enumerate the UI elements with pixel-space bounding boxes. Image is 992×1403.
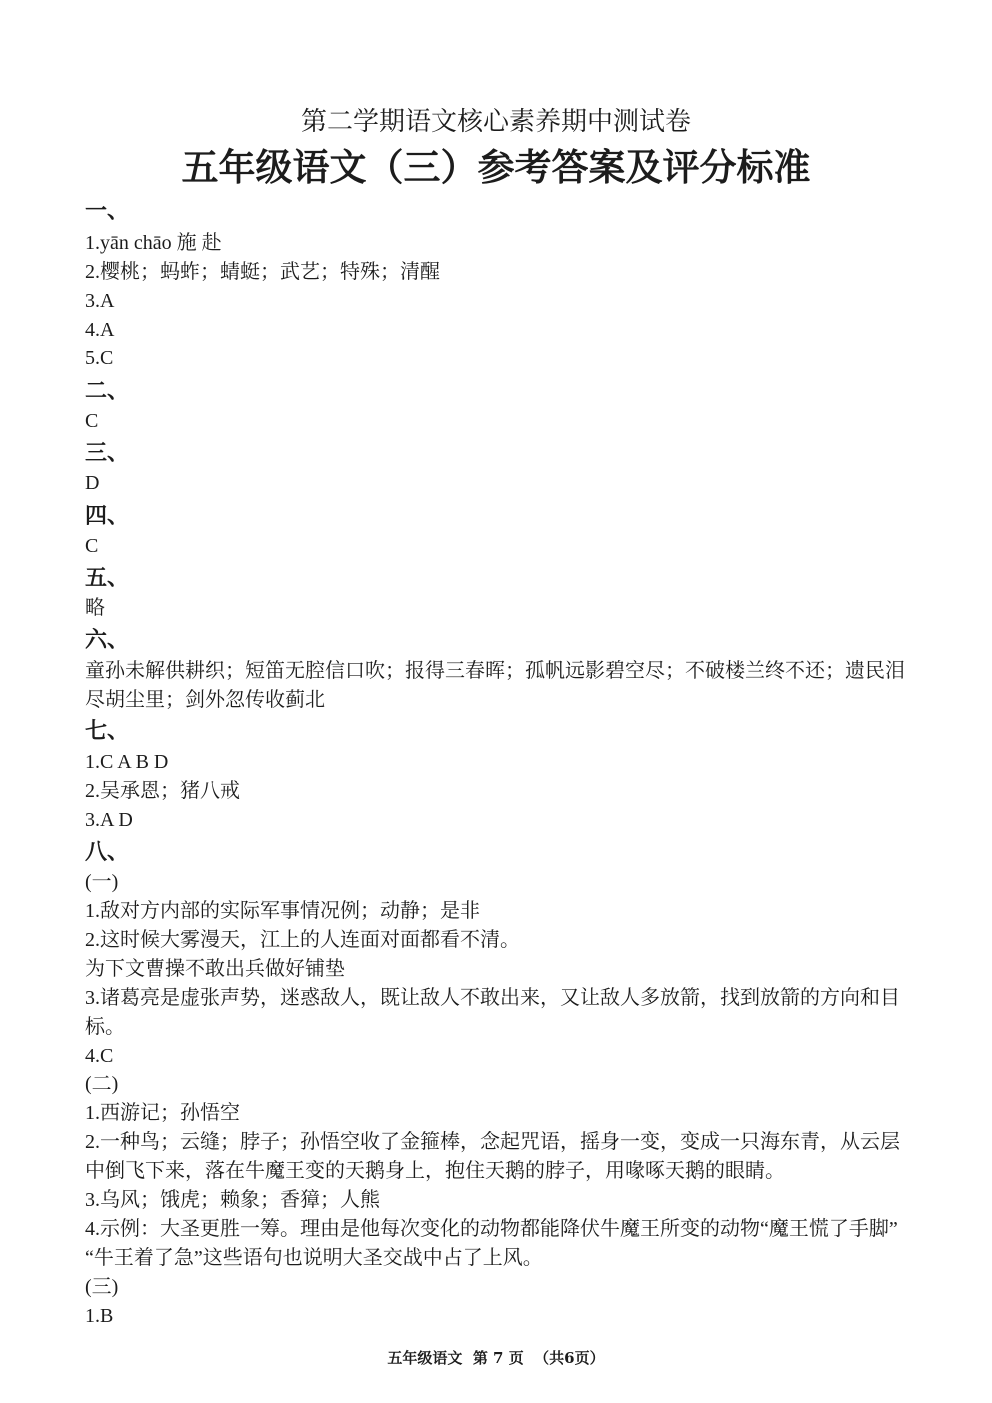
answer-line: 2.一种鸟；云缝；脖子；孙悟空收了金箍棒，念起咒语，摇身一变，变成一只海东青，从云层 — [85, 1131, 900, 1153]
answer-line: 1.yān chāo 施 赴 — [85, 232, 222, 254]
answer-line: 2.樱桃；蚂蚱；蜻蜓；武艺；特殊；清醒 — [85, 261, 440, 283]
section-heading: 七、 — [85, 719, 130, 744]
answer-line: “牛王着了急”这些语句也说明大圣交战中占了上风。 — [85, 1247, 543, 1269]
answer-line: D — [85, 472, 100, 494]
answer-line: 标。 — [85, 1016, 125, 1038]
section-heading: 八、 — [85, 840, 130, 865]
section-heading: 三、 — [85, 441, 130, 466]
subsection-label: (三) — [85, 1276, 119, 1298]
answer-line: 3.A D — [85, 809, 133, 831]
section-heading: 二、 — [85, 379, 130, 404]
answer-line: 中倒飞下来，落在牛魔王变的天鹅身上，抱住天鹅的脖子，用喙啄天鹅的眼睛。 — [85, 1160, 785, 1182]
page-title: 五年级语文（三）参考答案及评分标准 — [181, 146, 811, 189]
page-footer: 五年级语文 第 7 页 （共6页） — [387, 1349, 605, 1367]
answer-line: 3.诸葛亮是虚张声势，迷惑敌人，既让敌人不敢出来，又让敌人多放箭，找到放箭的方向和目 — [85, 987, 900, 1009]
answer-line: 5.C — [85, 347, 114, 369]
answer-line: C — [85, 410, 99, 432]
answer-line: 1.B — [85, 1305, 114, 1327]
answer-line: 4.C — [85, 1045, 114, 1067]
answer-line: 3.乌风；饿虎；赖象；香獐；人熊 — [85, 1189, 380, 1211]
answer-line: 为下文曹操不敢出兵做好铺垫 — [85, 958, 345, 980]
exam-subtitle: 第二学期语文核心素养期中测试卷 — [300, 107, 691, 136]
answer-line: 略 — [85, 597, 105, 619]
answer-line: 4.示例：大圣更胜一筹。理由是他每次变化的动物都能降伏牛魔王所变的动物“魔王慌了手脚” — [85, 1218, 898, 1240]
section-heading: 五、 — [85, 566, 130, 591]
subsection-label: (一) — [85, 871, 119, 893]
answer-line: 4.A — [85, 319, 115, 341]
answer-line: 1.C A B D — [85, 751, 169, 773]
answer-line: C — [85, 535, 99, 557]
answer-line: 1.西游记；孙悟空 — [85, 1102, 240, 1124]
answer-line: 3.A — [85, 290, 115, 312]
subsection-label: (二) — [85, 1073, 119, 1095]
section-heading: 六、 — [85, 628, 130, 653]
answer-line: 尽胡尘里；剑外忽传收蓟北 — [85, 689, 325, 711]
section-heading: 四、 — [85, 504, 130, 529]
answer-line: 2.这时候大雾漫天，江上的人连面对面都看不清。 — [85, 929, 520, 951]
section-heading: 一、 — [85, 199, 130, 224]
answer-line: 1.敌对方内部的实际军事情况例；动静；是非 — [85, 900, 480, 922]
answer-line: 2.吴承恩；猪八戒 — [85, 780, 240, 802]
answer-line: 童孙未解供耕织；短笛无腔信口吹；报得三春晖；孤帆远影碧空尽；不破楼兰终不还；遗民泪 — [85, 660, 905, 682]
